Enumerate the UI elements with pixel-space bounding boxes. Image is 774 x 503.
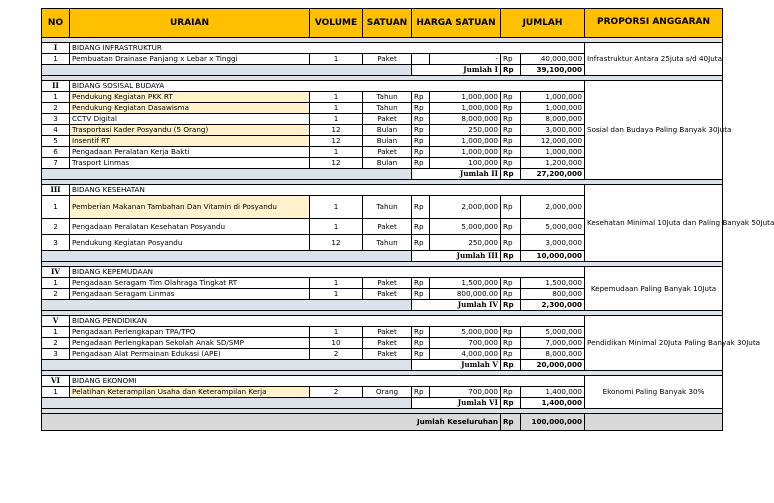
item-price: 1,000,000 [430,147,501,158]
subtotal-label: Jumlah VI [412,398,501,409]
item-total: 12,000,000 [521,136,585,147]
subtotal-label: Jumlah II [412,169,501,180]
item-price: 700,000 [430,338,501,349]
header-jumlah: JUMLAH [501,9,585,38]
item-price-currency: Rp [412,114,430,125]
item-volume: 1 [310,147,363,158]
item-no: 1 [42,278,70,289]
item-price: 1,500,000 [430,278,501,289]
item-unit: Tahun [363,196,412,219]
grand-total-value: 100,000,000 [521,414,585,431]
item-total-currency: Rp [501,114,521,125]
item-price: 1,000,000 [430,103,501,114]
item-total-currency: Rp [501,387,521,398]
item-unit: Orang [363,387,412,398]
header-harga-satuan: HARGA SATUAN [412,9,501,38]
item-name: Trasport Linmas [70,158,310,169]
item-total-currency: Rp [501,219,521,235]
item-volume: 1 [310,54,363,65]
item-total: 1,000,000 [521,103,585,114]
item-name: Pelatihan Keterampilan Usaha dan Keterampilan Kerja [70,387,310,398]
item-volume: 10 [310,338,363,349]
item-total-currency: Rp [501,289,521,300]
item-price: 5,000,000 [430,219,501,235]
item-volume: 1 [310,289,363,300]
section-proportion: Kepemudaan Paling Banyak 10Juta [585,267,723,311]
section-title-row [42,316,723,327]
item-total-currency: Rp [501,54,521,65]
subtotal-label: Jumlah III [412,251,501,262]
subtotal-blank [42,251,412,262]
item-price: 250,000 [430,235,501,251]
item-name: Insentif RT [70,136,310,147]
item-volume: 2 [310,349,363,360]
subtotal-currency: Rp [501,169,521,180]
item-price-currency: Rp [412,289,430,300]
item-total: 1,500,000 [521,278,585,289]
item-unit: Bulan [363,136,412,147]
item-price-currency: Rp [412,338,430,349]
subtotal-value: 10,000,000 [521,251,585,262]
item-no: 1 [42,327,70,338]
subtotal-value: 20,000,000 [521,360,585,371]
item-total-currency: Rp [501,278,521,289]
grand-total-row [42,414,723,431]
item-price: 8,000,000 [430,114,501,125]
item-price-currency: Rp [412,103,430,114]
item-name: Pengadaan Peralatan Kesehatan Posyandu [70,219,310,235]
section-proportion: Pendidikan Minimal 20Juta Paling Banyak 30Juta [585,316,723,371]
item-total-currency: Rp [501,103,521,114]
section-roman: III [42,185,70,196]
subtotal-currency: Rp [501,360,521,371]
item-total: 40,000,000 [521,54,585,65]
item-price-currency: Rp [412,196,430,219]
section-roman: VI [42,376,70,387]
item-total-currency: Rp [501,136,521,147]
item-volume: 12 [310,158,363,169]
item-price: 1,000,000 [430,92,501,103]
item-price-currency [412,54,430,65]
section-proportion: Infrastruktur Antara 25juta s/d 40Juta [585,43,723,76]
item-name: Pengadaan Seragam Tim Olahraga Tingkat RT [70,278,310,289]
header-volume: VOLUME [310,9,363,38]
item-no: 3 [42,349,70,360]
item-unit: Paket [363,278,412,289]
item-no: 2 [42,289,70,300]
item-name: Pengadaan Seragam Linmas [70,289,310,300]
subtotal-value: 27,200,000 [521,169,585,180]
item-total: 1,000,000 [521,92,585,103]
item-name: Pemberian Makanan Tambahan Dan Vitamin di Posyandu [70,196,310,219]
item-total: 3,000,000 [521,125,585,136]
item-total: 1,200,000 [521,158,585,169]
subtotal-blank [42,360,412,371]
subtotal-blank [42,65,412,76]
item-unit: Paket [363,349,412,360]
item-price-currency: Rp [412,349,430,360]
item-price: - [430,54,501,65]
item-name: Trasportasi Kader Posyandu (5 Orang) [70,125,310,136]
item-total-currency: Rp [501,327,521,338]
item-total: 3,000,000 [521,235,585,251]
section-proportion: Kesehatan Minimal 10Juta dan Paling Banyak 50Juta [585,185,723,262]
item-unit: Tahun [363,103,412,114]
subtotal-value: 1,400,000 [521,398,585,409]
item-volume: 1 [310,196,363,219]
section-roman: II [42,81,70,92]
section-title: BIDANG INFRASTRUKTUR [70,43,585,54]
item-volume: 1 [310,92,363,103]
item-name: Pengadaan Alat Permainan Edukasi (APE) [70,349,310,360]
item-volume: 12 [310,125,363,136]
item-total-currency: Rp [501,158,521,169]
subtotal-blank [42,300,412,311]
header-uraian: URAIAN [70,9,310,38]
section-title: BIDANG EKONOMI [70,376,585,387]
subtotal-value: 2,300,000 [521,300,585,311]
item-price: 2,000,000 [430,196,501,219]
item-name: Pengadaan Perlengkapan Sekolah Anak SD/SMP [70,338,310,349]
item-volume: 2 [310,387,363,398]
item-no: 6 [42,147,70,158]
section-proportion: Ekonomi Paling Banyak 30% [585,376,723,409]
subtotal-value: 39,100,000 [521,65,585,76]
item-name: Pendukung Kegiatan Dasawisma [70,103,310,114]
section-title: BIDANG KEPEMUDAAN [70,267,585,278]
item-no: 1 [42,92,70,103]
item-volume: 12 [310,136,363,147]
item-unit: Tahun [363,235,412,251]
item-total: 1,000,000 [521,147,585,158]
item-total-currency: Rp [501,338,521,349]
header-satuan: SATUAN [363,9,412,38]
item-total: 5,000,000 [521,219,585,235]
subtotal-currency: Rp [501,398,521,409]
subtotal-currency: Rp [501,300,521,311]
budget-table [41,8,774,431]
item-no: 3 [42,235,70,251]
item-volume: 1 [310,278,363,289]
item-price-currency: Rp [412,125,430,136]
item-total: 800,000 [521,289,585,300]
section-title-row [42,43,723,54]
item-price-currency: Rp [412,92,430,103]
item-price: 4,000,000 [430,349,501,360]
item-price: 100,000 [430,158,501,169]
item-price-currency: Rp [412,387,430,398]
item-price: 250,000 [430,125,501,136]
item-total: 1,400,000 [521,387,585,398]
item-volume: 1 [310,114,363,125]
subtotal-label: Jumlah V [412,360,501,371]
section-roman: IV [42,267,70,278]
item-volume: 1 [310,219,363,235]
header-row [42,9,723,38]
item-no: 1 [42,54,70,65]
item-total-currency: Rp [501,196,521,219]
section-title-row [42,267,723,278]
subtotal-blank [42,169,412,180]
item-unit: Paket [363,54,412,65]
item-price-currency: Rp [412,136,430,147]
section-title: BIDANG PENDIDIKAN [70,316,585,327]
item-no: 2 [42,219,70,235]
section-title-row [42,81,723,92]
subtotal-blank [42,398,412,409]
item-price-currency: Rp [412,219,430,235]
item-volume: 1 [310,327,363,338]
section-title-row [42,185,723,196]
item-price-currency: Rp [412,327,430,338]
item-volume: 12 [310,235,363,251]
subtotal-label: Jumlah IV [412,300,501,311]
item-total: 5,000,000 [521,327,585,338]
item-unit: Paket [363,114,412,125]
item-unit: Tahun [363,92,412,103]
item-no: 3 [42,114,70,125]
item-name: Pembuatan Drainase Panjang x Lebar x Tinggi [70,54,310,65]
item-total: 8,000,000 [521,349,585,360]
item-price-currency: Rp [412,278,430,289]
item-price-currency: Rp [412,147,430,158]
item-price-currency: Rp [412,235,430,251]
section-title-row [42,376,723,387]
item-unit: Bulan [363,125,412,136]
item-unit: Paket [363,338,412,349]
item-total-currency: Rp [501,349,521,360]
item-name: Pengadaan Perlengkapan TPA/TPQ [70,327,310,338]
item-name: Pendukung Kegiatan PKK RT [70,92,310,103]
item-total: 2,000,000 [521,196,585,219]
section-proportion: Sosial dan Budaya Paling Banyak 30Juta [585,81,723,180]
item-price-currency: Rp [412,158,430,169]
section-roman: V [42,316,70,327]
section-title: BIDANG KESEHATAN [70,185,585,196]
item-no: 4 [42,125,70,136]
section-title: BIDANG SOSISAL BUDAYA [70,81,585,92]
subtotal-label: Jumlah I [412,65,501,76]
item-unit: Bulan [363,158,412,169]
section-roman: I [42,43,70,54]
header-no: NO [42,9,70,38]
item-unit: Paket [363,289,412,300]
item-total-currency: Rp [501,235,521,251]
item-price: 800,000.00 [430,289,501,300]
item-unit: Paket [363,219,412,235]
subtotal-currency: Rp [501,251,521,262]
item-price: 1,000,000 [430,136,501,147]
item-total: 8,000,000 [521,114,585,125]
item-no: 2 [42,338,70,349]
header-proporsi: PROPORSI ANGGARAN [585,9,723,38]
subtotal-currency: Rp [501,65,521,76]
item-total-currency: Rp [501,147,521,158]
grand-total-label: Jumlah Keseluruhan [42,414,501,431]
item-no: 5 [42,136,70,147]
item-name: Pengadaan Peralatan Kerja Bakti [70,147,310,158]
item-total: 7,000,000 [521,338,585,349]
item-no: 2 [42,103,70,114]
item-price: 700,000 [430,387,501,398]
item-total-currency: Rp [501,125,521,136]
item-unit: Paket [363,327,412,338]
item-volume: 1 [310,103,363,114]
item-no: 1 [42,196,70,219]
grand-total-currency: Rp [501,414,521,431]
grand-total-blank [585,414,723,431]
item-name: CCTV Digital [70,114,310,125]
item-name: Pendukung Kegiatan Posyandu [70,235,310,251]
item-total-currency: Rp [501,92,521,103]
item-price: 5,000,000 [430,327,501,338]
item-no: 7 [42,158,70,169]
item-no: 1 [42,387,70,398]
item-unit: Paket [363,147,412,158]
budget-sheet [41,8,774,431]
